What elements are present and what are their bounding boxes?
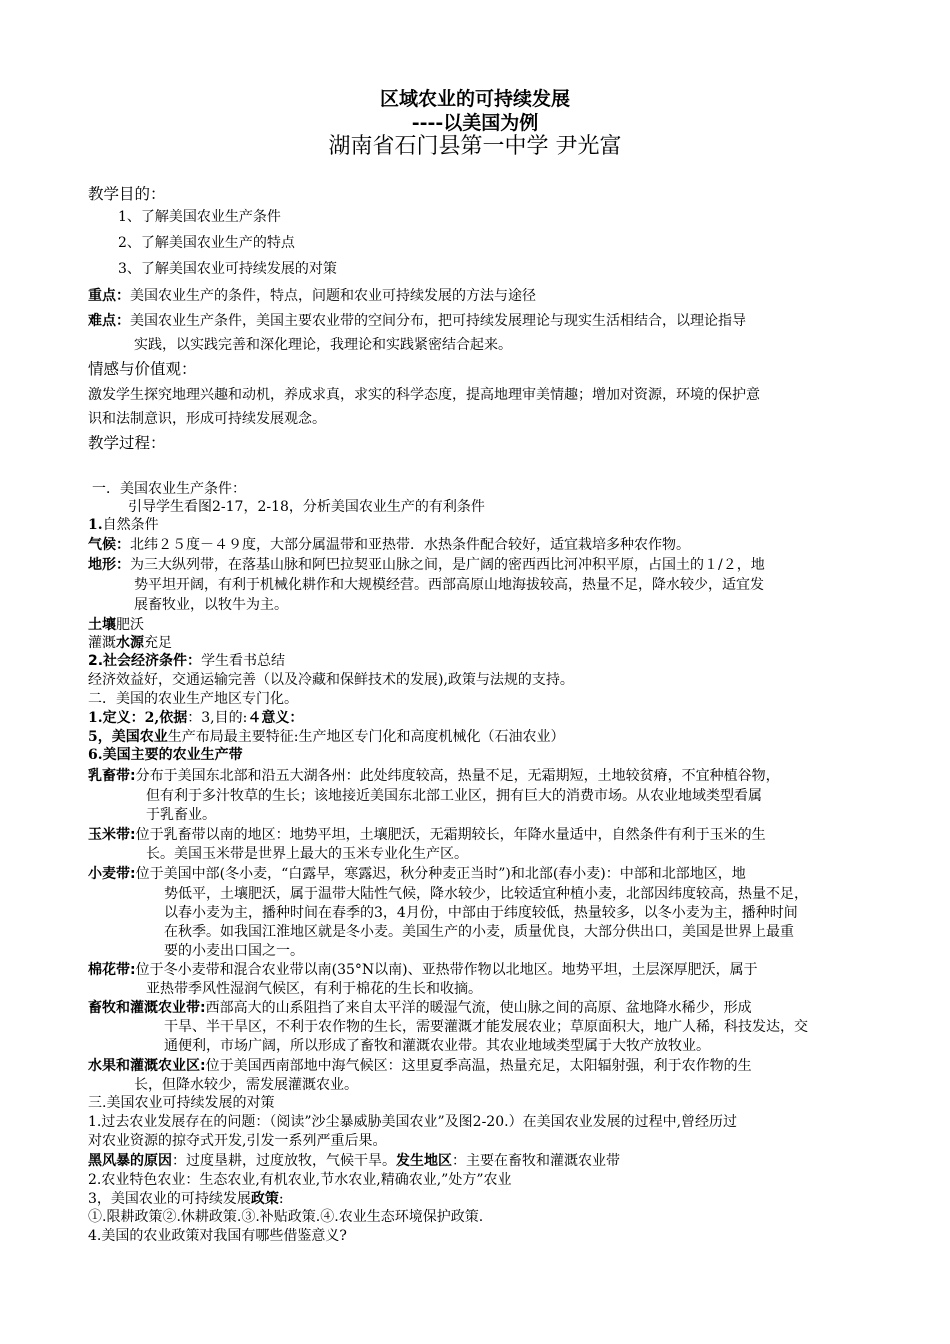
- water-pre: 灌溉: [88, 635, 116, 651]
- water-post: 充足: [144, 635, 172, 651]
- soil-label: 土壤: [88, 617, 116, 633]
- ranch-label: 畜牧和灌溉农业带:: [88, 1000, 206, 1016]
- dairy-text: 但有利于多汁牧草的生长；该地接近美国东北部工业区，拥有巨大的消费市场。从农业地域类型看属: [146, 788, 762, 804]
- social-label: 2.社会经济条件：: [88, 653, 202, 669]
- climate: [88, 535, 690, 555]
- fruit-region: [88, 1056, 752, 1076]
- social-text: 学生看书总结: [201, 653, 286, 669]
- dairy-belt: [88, 766, 780, 786]
- process-heading: 教学过程：: [88, 434, 166, 452]
- climate-label: 气候：: [88, 537, 130, 553]
- dust-text: ：过度垦耕，过度放牧，气候干旱。: [172, 1153, 396, 1169]
- policy-pre: 3，美国农业的可持续发展: [88, 1191, 251, 1207]
- key-points-text: 美国农业生产的条件，特点，问题和农业可持续发展的方法与途径: [130, 288, 536, 304]
- policy-bold: 政策: [250, 1191, 279, 1207]
- def-c: ：3,目的:: [187, 710, 248, 726]
- dust-storm: [88, 1151, 620, 1171]
- author-line: 湖南省石门县第一中学 尹光富: [328, 134, 622, 159]
- water-bold: 水源: [116, 635, 144, 651]
- dairy-label: 乳畜带:: [88, 768, 136, 784]
- terrain-text: 展畜牧业，以牧牛为主。: [134, 597, 288, 613]
- social-conditions: [88, 651, 285, 671]
- difficulties-label: 难点：: [88, 313, 130, 329]
- ranch-text: 通便利，市场广阔，所以形成了畜牧和灌溉农业带。其农业地域类型属于大牧产放牧业。: [164, 1038, 710, 1054]
- cotton-label: 棉花带:: [88, 962, 136, 978]
- feature-num: 5，: [88, 729, 112, 745]
- climate-text: 北纬２５度－４９度，大部分属温带和亚热带．水热条件配合较好，适宜栽培多种农作物。: [130, 537, 690, 553]
- values-heading: 情感与价值观：: [88, 360, 197, 378]
- terrain-text: 势平坦开阔，有利于机械化耕作和大规模经营。西部高原山地海拔较高，热量不足，降水较少，适宜发: [134, 577, 764, 593]
- difficulties: [88, 311, 746, 331]
- def-b: 2,依据: [144, 710, 188, 726]
- fruit-text: 长，但降水较少，需发展灌溉农业。: [134, 1077, 358, 1093]
- problems-text: 对农业资源的掠夺式开发,引发一系列严重后果。: [88, 1133, 387, 1149]
- soil: [88, 615, 144, 635]
- natural-conditions: [88, 515, 159, 535]
- water: [88, 633, 172, 653]
- corn-text: 位于乳畜带以南的地区：地势平坦，土壤肥沃，无霜期较长，年降水量适中，自然条件有利于玉米的生: [135, 827, 766, 843]
- section2-feature: [88, 727, 564, 747]
- objective-item: 3、了解美国农业可持续发展的对策: [118, 261, 337, 277]
- special-agriculture: 2.农业特色农业：生态农业,有机农业,节水农业,精确农业,”处方”农业: [88, 1172, 512, 1188]
- corn-belt: [88, 825, 766, 845]
- question-text: 4.美国的农业政策对我国有哪些借鉴意义?: [88, 1228, 347, 1244]
- natural-num: 1.: [88, 517, 103, 533]
- wheat-text: 要的小麦出口国之一。: [164, 943, 304, 959]
- dust-label: 黑风暴的原因: [88, 1153, 172, 1169]
- def-a: 1.定义：: [88, 710, 145, 726]
- social-text: 经济效益好，交通运输完善（以及冷藏和保鲜技术的发展),政策与法规的支持。: [88, 672, 574, 688]
- policy-post: :: [278, 1191, 284, 1207]
- wheat-label: 小麦带:: [88, 866, 136, 882]
- soil-text: 肥沃: [116, 617, 144, 633]
- dairy-text: 分布于美国东北部和沿五大湖各州：此处纬度较高，热量不足，无霜期短，土地较贫瘠，不宜种植谷物，: [135, 768, 780, 784]
- ranch-text: 干旱、半干旱区，不利于农作物的生长，需要灌溉才能发展农业；草原面积大，地广人稀，科技发达，交: [164, 1019, 808, 1035]
- section2-heading: 二．美国的农业生产地区专门化。: [88, 691, 298, 707]
- key-points: [88, 286, 536, 306]
- dairy-text: 于乳畜业。: [146, 807, 216, 823]
- wheat-text: 以春小麦为主，播种时间在春季的3，4月份，中部由于纬度较低，热量较多，以冬小麦为主，播种时间: [164, 905, 798, 921]
- document-subtitle: ----以美国为例: [411, 112, 539, 134]
- key-points-label: 重点：: [88, 288, 130, 304]
- terrain-text: 为三大纵列带，在落基山脉和阿巴拉契亚山脉之间，是广阔的密西西比河冲积平原，占国土的１/２，地: [130, 557, 765, 573]
- wheat-text: 在秋季。如我国江淮地区就是冬小麦。美国生产的小麦，质量优良，大部分供出口，美国是世界上最重: [164, 924, 794, 940]
- section1-intro: 引导学生看图2-17，2-18，分析美国农业生产的有利条件: [128, 499, 485, 515]
- difficulties-text: 美国农业生产条件，美国主要农业带的空间分布，把可持续发展理论与现实生活相结合，以理论指导: [130, 313, 746, 329]
- ranch-belt: [88, 998, 752, 1018]
- cotton-belt: [88, 960, 758, 980]
- corn-text: 长。美国玉米带是世界上最大的玉米专业化生产区。: [146, 846, 468, 862]
- section1-heading: 一．美国农业生产条件：: [92, 481, 246, 497]
- wheat-text: 势低平，土壤肥沃，属于温带大陆性气候，降水较少，比较适宜种植小麦，北部因纬度较高，热量不足，: [164, 886, 808, 902]
- document-title: 区域农业的可持续发展: [379, 88, 570, 110]
- objective-item: 2、了解美国农业生产的特点: [118, 235, 295, 251]
- objective-item: 1、了解美国农业生产条件: [118, 209, 281, 225]
- dust-region-label: 发生地区: [396, 1153, 452, 1169]
- values-text: 识和法制意识，形成可持续发展观念。: [88, 411, 326, 427]
- cotton-text: 位于冬小麦带和混合农业带以南(35°N以南)、亚热带作物以北地区。地势平坦，土层深厚肥沃，属于: [135, 962, 758, 978]
- natural-text: 自然条件: [102, 517, 159, 533]
- cotton-text: 亚热带季风性湿润气候区，有利于棉花的生长和收摘。: [146, 981, 482, 997]
- fruit-label: 水果和灌溉农业区:: [88, 1058, 206, 1074]
- terrain: [88, 555, 765, 575]
- section3-heading: 三.美国农业可持续发展的对策: [88, 1095, 275, 1111]
- problems-text: 1.过去农业发展存在的问题：（阅读”沙尘暴威胁美国农业”及图2-20.）在美国农业发展的过程中,曾经历过: [88, 1114, 738, 1130]
- feature-bold: 美国农业: [111, 729, 168, 745]
- values-text: 激发学生探究地理兴趣和动机，养成求真，求实的科学态度，提高地理审美情趣；增加对资源，环境的保护意: [88, 387, 760, 403]
- belts-heading: 6.美国主要的农业生产带: [88, 747, 243, 763]
- section2-definitions: [88, 708, 303, 728]
- wheat-text: 位于美国中部(冬小麦，“白露早，寒露迟，秋分种麦正当时”)和北部(春小麦)：中部和北部地区，地: [135, 866, 746, 882]
- fruit-text: 位于美国西南部地中海气候区：这里夏季高温，热量充足，太阳辐射强，利于农作物的生: [205, 1058, 752, 1074]
- feature-text: 生产布局最主要特征:生产地区专门化和高度机械化（石油农业）: [167, 729, 565, 745]
- objectives-heading: 教学目的：: [88, 185, 166, 203]
- policy-list: ①.限耕政策②.休耕政策.③.补贴政策.④.农业生态环境保护政策.: [88, 1209, 484, 1225]
- terrain-label: 地形：: [88, 557, 130, 573]
- wheat-belt: [88, 864, 746, 884]
- difficulties-text: 实践，以实践完善和深化理论，我理论和实践紧密结合起来。: [134, 337, 512, 353]
- def-d: ４意义：: [247, 710, 304, 726]
- corn-label: 玉米带:: [88, 827, 136, 843]
- policy-heading: [88, 1189, 284, 1209]
- dust-region-text: ：主要在畜牧和灌溉农业带: [452, 1153, 620, 1169]
- ranch-text: 西部高大的山系阻挡了来自太平洋的暖湿气流，使山脉之间的高原、盆地降水稀少，形成: [205, 1000, 752, 1016]
